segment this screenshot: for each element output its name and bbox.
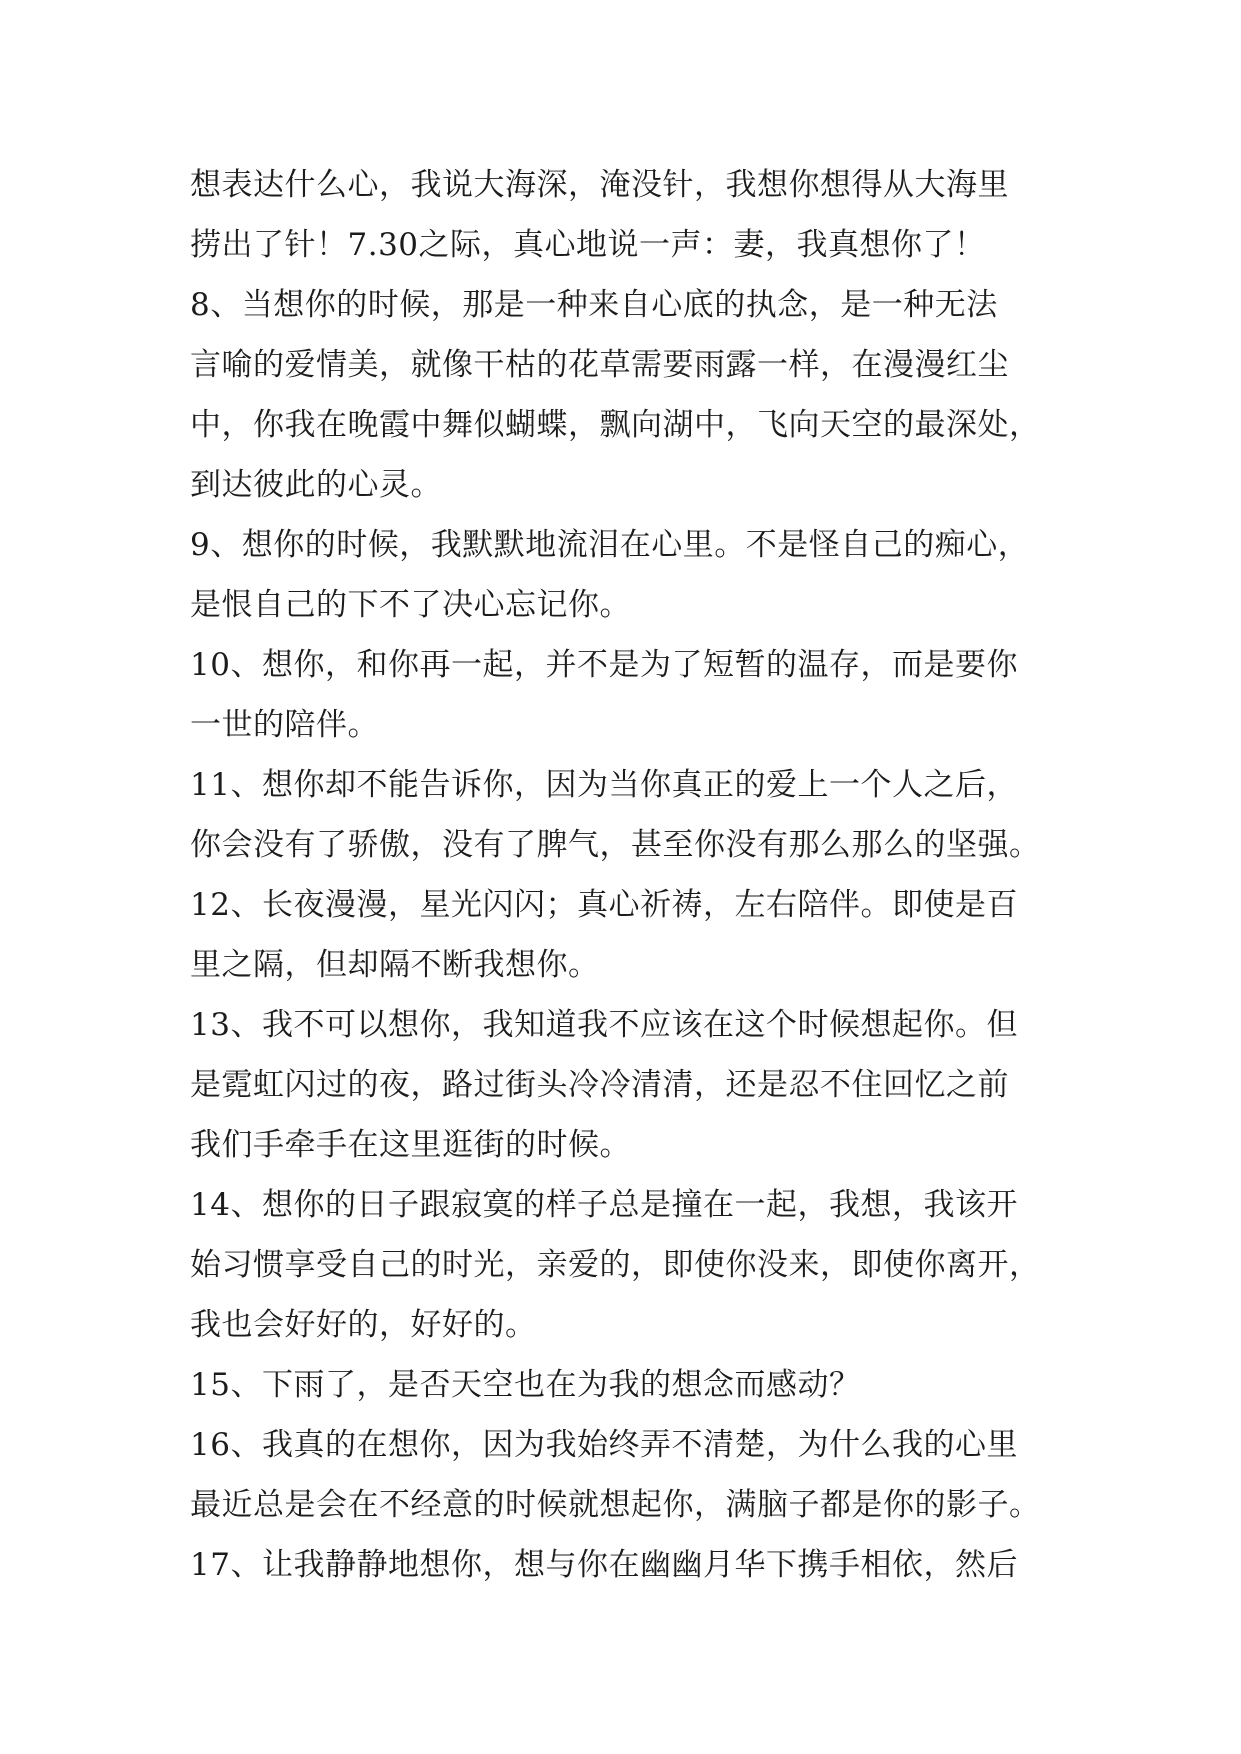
text-line: 11、想你却不能告诉你，因为当你真正的爱上一个人之后， — [190, 767, 1018, 803]
text-line: 中，你我在晚霞中舞似蝴蝶，飘向湖中，飞向天空的最深处， — [190, 407, 1041, 443]
text-line: 9、想你的时候，我默默地流泪在心里。不是怪自己的痴心， — [190, 527, 1030, 563]
text-line: 到达彼此的心灵。 — [190, 467, 442, 503]
text-line: 是霓虹闪过的夜，路过街头冷冷清清，还是忍不住回忆之前 — [190, 1067, 1009, 1103]
text-line: 你会没有了骄傲，没有了脾气，甚至你没有那么那么的坚强。 — [190, 827, 1041, 863]
text-line: 12、长夜漫漫，星光闪闪；真心祈祷，左右陪伴。即使是百 — [190, 887, 1018, 923]
text-line: 13、我不可以想你，我知道我不应该在这个时候想起你。但 — [190, 1007, 1018, 1043]
text-line: 10、想你，和你再一起，并不是为了短暂的温存，而是要你 — [190, 647, 1018, 683]
text-line: 捞出了针！7.30之际，真心地说一声：妻，我真想你了！ — [190, 227, 986, 263]
text-line: 我也会好好的，好好的。 — [190, 1307, 537, 1343]
text-line: 是恨自己的下不了决心忘记你。 — [190, 587, 631, 623]
text-line: 17、让我静静地想你，想与你在幽幽月华下携手相依，然后 — [190, 1547, 1018, 1583]
text-line: 始习惯享受自己的时光，亲爱的，即使你没来，即使你离开， — [190, 1247, 1041, 1283]
text-line: 16、我真的在想你，因为我始终弄不清楚，为什么我的心里 — [190, 1427, 1018, 1463]
text-line: 里之隔，但却隔不断我想你。 — [190, 947, 600, 983]
text-line: 8、当想你的时候，那是一种来自心底的执念，是一种无法 — [190, 287, 998, 323]
text-line: 最近总是会在不经意的时候就想起你，满脑子都是你的影子。 — [190, 1487, 1041, 1523]
text-line: 言喻的爱情美，就像干枯的花草需要雨露一样，在漫漫红尘 — [190, 347, 1009, 383]
text-line: 14、想你的日子跟寂寞的样子总是撞在一起，我想，我该开 — [190, 1187, 1018, 1223]
text-line: 15、下雨了，是否天空也在为我的想念而感动？ — [190, 1367, 861, 1403]
text-line: 我们手牵手在这里逛街的时候。 — [190, 1127, 631, 1163]
text-line: 想表达什么心，我说大海深，淹没针，我想你想得从大海里 — [190, 167, 1009, 203]
text-line: 一世的陪伴。 — [190, 707, 379, 743]
